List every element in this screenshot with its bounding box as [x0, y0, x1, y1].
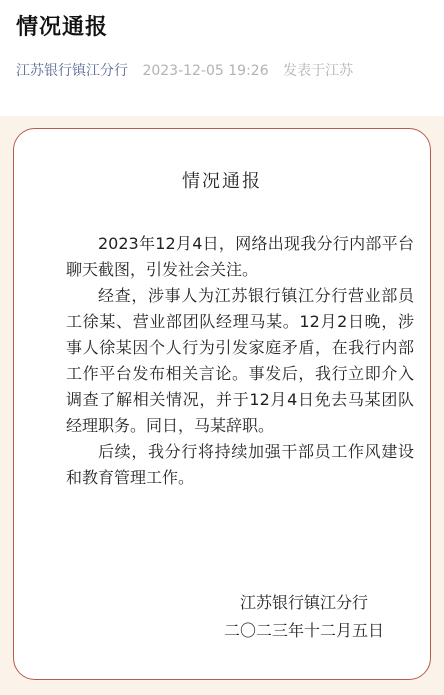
notice-paragraph: 后续，我分行将持续加强干部员工作风建设和教育管理工作。 — [66, 442, 414, 487]
article-meta — [16, 60, 353, 80]
article-title: 情况通报 — [16, 15, 109, 40]
notice-paragraph: 经查，涉事人为江苏银行镇江分行营业部员工徐某、营业部团队经理马某。12月2日晚，涉事人徐某因个人行为引发家庭矛盾，在我行内部工作平台发布相关言论。事发后，我行立即介入调查了解相关情况，并于12月4日免去马某团队经理职务。同日，马某辞职。 — [66, 286, 414, 435]
notice-title: 情况通报 — [182, 171, 262, 192]
account-name-link[interactable]: 江苏银行镇江分行 — [16, 63, 128, 79]
publish-location: 发表于江苏 — [283, 63, 354, 79]
signature-org: 江苏银行镇江分行 — [239, 593, 368, 612]
notice-image[interactable] — [0, 116, 444, 695]
publish-date: 2023-12-05 19:26 — [142, 63, 269, 79]
notice-signature — [204, 589, 404, 645]
notice-body — [66, 231, 414, 491]
signature-date: 二〇二三年十二月五日 — [223, 621, 384, 640]
notice-paragraph: 2023年12月4日，网络出现我分行内部平台聊天截图，引发社会关注。 — [66, 234, 414, 279]
notice-card — [13, 128, 431, 680]
